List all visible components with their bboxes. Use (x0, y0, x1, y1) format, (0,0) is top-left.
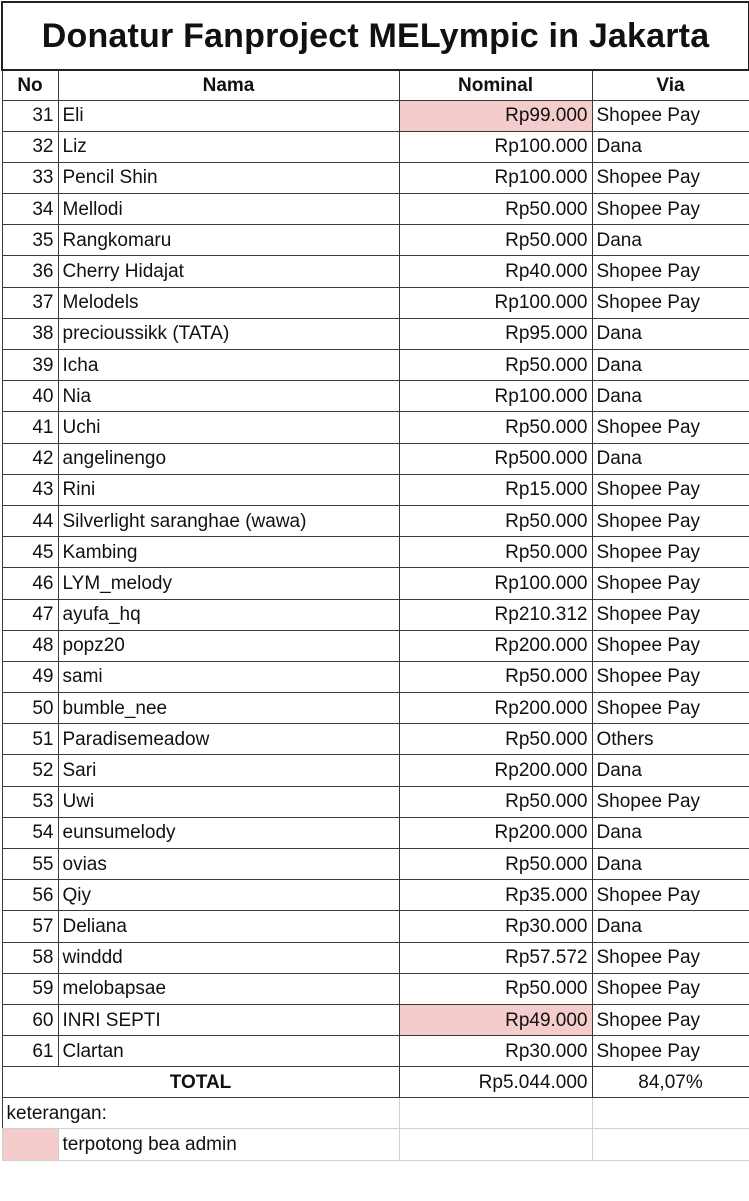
row-via: Dana (592, 350, 749, 381)
row-via: Shopee Pay (592, 599, 749, 630)
table-row (2, 381, 749, 412)
row-nama: precioussikk (TATA) (58, 318, 399, 349)
row-nominal: Rp50.000 (399, 225, 592, 256)
table-row (2, 412, 749, 443)
row-nama: Rangkomaru (58, 225, 399, 256)
row-nama: ayufa_hq (58, 599, 399, 630)
row-via: Dana (592, 131, 749, 162)
table-row (2, 880, 749, 911)
row-no: 57 (2, 911, 58, 942)
table-row (2, 505, 749, 536)
empty-cell (592, 1098, 749, 1129)
row-via: Dana (592, 443, 749, 474)
row-via: Shopee Pay (592, 973, 749, 1004)
row-via: Shopee Pay (592, 661, 749, 692)
row-no: 61 (2, 1036, 58, 1067)
row-nama: Silverlight saranghae (wawa) (58, 505, 399, 536)
row-nama: eunsumelody (58, 817, 399, 848)
row-no: 49 (2, 661, 58, 692)
row-nama: Uchi (58, 412, 399, 443)
row-nominal: Rp50.000 (399, 350, 592, 381)
row-via: Dana (592, 817, 749, 848)
row-no: 38 (2, 318, 58, 349)
table-row (2, 443, 749, 474)
row-via: Shopee Pay (592, 1004, 749, 1035)
row-via: Dana (592, 755, 749, 786)
row-nominal: Rp100.000 (399, 568, 592, 599)
row-nominal: Rp50.000 (399, 724, 592, 755)
row-nominal: Rp57.572 (399, 942, 592, 973)
row-no: 58 (2, 942, 58, 973)
row-via: Shopee Pay (592, 162, 749, 193)
total-percent: 84,07% (592, 1067, 749, 1098)
title-row (2, 2, 749, 70)
header-row (2, 70, 749, 100)
row-no: 43 (2, 474, 58, 505)
row-no: 37 (2, 287, 58, 318)
row-nama: Sari (58, 755, 399, 786)
table-row (2, 755, 749, 786)
table-row (2, 131, 749, 162)
table-row (2, 537, 749, 568)
row-nominal: Rp30.000 (399, 1036, 592, 1067)
row-nominal: Rp99.000 (399, 100, 592, 131)
row-no: 52 (2, 755, 58, 786)
row-nominal: Rp40.000 (399, 256, 592, 287)
row-via: Dana (592, 381, 749, 412)
row-nominal: Rp210.312 (399, 599, 592, 630)
total-row (2, 1067, 749, 1098)
row-via: Dana (592, 318, 749, 349)
row-nama: ovias (58, 849, 399, 880)
row-nominal: Rp50.000 (399, 661, 592, 692)
table-row (2, 1036, 749, 1067)
row-via: Shopee Pay (592, 194, 749, 225)
row-via: Shopee Pay (592, 1036, 749, 1067)
row-nama: bumble_nee (58, 693, 399, 724)
row-nama: sami (58, 661, 399, 692)
row-no: 41 (2, 412, 58, 443)
row-nama: LYM_melody (58, 568, 399, 599)
row-via: Dana (592, 849, 749, 880)
row-nominal: Rp100.000 (399, 287, 592, 318)
row-nominal: Rp50.000 (399, 973, 592, 1004)
row-no: 51 (2, 724, 58, 755)
table-row (2, 973, 749, 1004)
row-no: 35 (2, 225, 58, 256)
row-nama: Mellodi (58, 194, 399, 225)
row-nominal: Rp200.000 (399, 755, 592, 786)
row-nama: Liz (58, 131, 399, 162)
row-nominal: Rp500.000 (399, 443, 592, 474)
notes-row (2, 1098, 749, 1129)
table-row (2, 817, 749, 848)
notes-label: keterangan: (2, 1098, 399, 1129)
table-row (2, 1004, 749, 1035)
row-no: 39 (2, 350, 58, 381)
row-nama: Kambing (58, 537, 399, 568)
table-row (2, 724, 749, 755)
row-nama: INRI SEPTI (58, 1004, 399, 1035)
table-row (2, 350, 749, 381)
row-nominal: Rp200.000 (399, 693, 592, 724)
row-no: 50 (2, 693, 58, 724)
table-row (2, 630, 749, 661)
row-no: 47 (2, 599, 58, 630)
row-nama: Uwi (58, 786, 399, 817)
row-nama: Qiy (58, 880, 399, 911)
row-no: 55 (2, 849, 58, 880)
row-nama: Deliana (58, 911, 399, 942)
row-nominal: Rp50.000 (399, 537, 592, 568)
row-nominal: Rp100.000 (399, 131, 592, 162)
table-row (2, 661, 749, 692)
row-via: Dana (592, 911, 749, 942)
table-row (2, 849, 749, 880)
table-row (2, 474, 749, 505)
row-no: 34 (2, 194, 58, 225)
row-via: Shopee Pay (592, 505, 749, 536)
row-via: Others (592, 724, 749, 755)
table-row (2, 225, 749, 256)
row-nama: Paradisemeadow (58, 724, 399, 755)
row-via: Shopee Pay (592, 537, 749, 568)
donor-table (1, 1, 749, 1161)
row-nominal: Rp49.000 (399, 1004, 592, 1035)
row-no: 31 (2, 100, 58, 131)
table-row (2, 256, 749, 287)
table-row (2, 786, 749, 817)
row-via: Shopee Pay (592, 412, 749, 443)
row-no: 42 (2, 443, 58, 474)
header-via: Via (592, 70, 749, 100)
row-nominal: Rp50.000 (399, 849, 592, 880)
row-no: 45 (2, 537, 58, 568)
row-nama: Cherry Hidajat (58, 256, 399, 287)
row-nominal: Rp50.000 (399, 505, 592, 536)
row-no: 48 (2, 630, 58, 661)
row-via: Shopee Pay (592, 693, 749, 724)
row-nominal: Rp200.000 (399, 817, 592, 848)
row-nama: Pencil Shin (58, 162, 399, 193)
row-nama: Eli (58, 100, 399, 131)
row-no: 33 (2, 162, 58, 193)
row-nama: angelinengo (58, 443, 399, 474)
row-nominal: Rp95.000 (399, 318, 592, 349)
row-via: Shopee Pay (592, 287, 749, 318)
table-row (2, 287, 749, 318)
row-no: 54 (2, 817, 58, 848)
row-via: Shopee Pay (592, 880, 749, 911)
table-row (2, 100, 749, 131)
row-no: 60 (2, 1004, 58, 1035)
row-no: 46 (2, 568, 58, 599)
total-nominal: Rp5.044.000 (399, 1067, 592, 1098)
row-nama: melobapsae (58, 973, 399, 1004)
table-row (2, 568, 749, 599)
row-no: 53 (2, 786, 58, 817)
row-via: Shopee Pay (592, 630, 749, 661)
row-via: Shopee Pay (592, 568, 749, 599)
row-via: Shopee Pay (592, 100, 749, 131)
row-nama: Icha (58, 350, 399, 381)
row-via: Shopee Pay (592, 256, 749, 287)
table-row (2, 942, 749, 973)
table-row (2, 194, 749, 225)
row-nominal: Rp50.000 (399, 194, 592, 225)
sheet-title: Donatur Fanproject MELympic in Jakarta (2, 2, 749, 70)
highlight-swatch (2, 1129, 58, 1161)
row-no: 36 (2, 256, 58, 287)
total-label: TOTAL (2, 1067, 399, 1098)
row-via: Shopee Pay (592, 942, 749, 973)
row-nominal: Rp200.000 (399, 630, 592, 661)
header-nominal: Nominal (399, 70, 592, 100)
row-nama: Melodels (58, 287, 399, 318)
row-no: 56 (2, 880, 58, 911)
row-no: 44 (2, 505, 58, 536)
table-row (2, 162, 749, 193)
table-row (2, 693, 749, 724)
row-nominal: Rp35.000 (399, 880, 592, 911)
empty-cell (399, 1098, 592, 1129)
row-no: 59 (2, 973, 58, 1004)
row-nominal: Rp100.000 (399, 381, 592, 412)
row-nama: winddd (58, 942, 399, 973)
row-via: Shopee Pay (592, 474, 749, 505)
empty-cell (399, 1129, 592, 1161)
row-nominal: Rp15.000 (399, 474, 592, 505)
row-nama: Clartan (58, 1036, 399, 1067)
row-nominal: Rp100.000 (399, 162, 592, 193)
row-nominal: Rp30.000 (399, 911, 592, 942)
row-nama: Nia (58, 381, 399, 412)
table-row (2, 599, 749, 630)
row-no: 40 (2, 381, 58, 412)
empty-cell (592, 1129, 749, 1161)
table-row (2, 318, 749, 349)
row-via: Dana (592, 225, 749, 256)
row-nama: popz20 (58, 630, 399, 661)
header-no: No (2, 70, 58, 100)
row-nominal: Rp50.000 (399, 412, 592, 443)
table-row (2, 911, 749, 942)
legend-text: terpotong bea admin (58, 1129, 399, 1161)
header-nama: Nama (58, 70, 399, 100)
row-via: Shopee Pay (592, 786, 749, 817)
row-no: 32 (2, 131, 58, 162)
row-nominal: Rp50.000 (399, 786, 592, 817)
legend-row (2, 1129, 749, 1161)
row-nama: Rini (58, 474, 399, 505)
